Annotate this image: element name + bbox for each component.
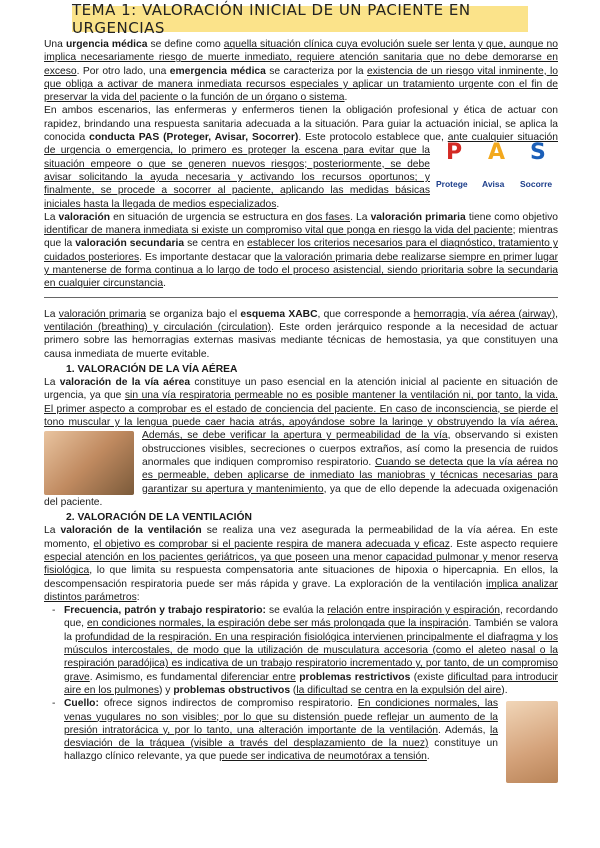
document-body (44, 38, 558, 783)
pas-logo (436, 140, 558, 194)
list-item-respiratory-rate: - Frecuencia, patrón y trabajo respiratorio: se evalúa la relación entre inspiración y espiración, recordando que, en condiciones normales, la espiración debe ser más prolongada que la inspiración. También se valora la profundidad de la respiración. En una respiración fisiológica intervienen principalmente el diafragma y los músculos intercostales, de modo que la utilización de musculatura accesoria (como el aleteo nasal o la respiración paradójica) es indicativa de un trabajo respiratorio incrementado y, por tanto, de un compromiso grave. Asimismo, es fundamental diferenciar entre problemas restrictivos (existe dificultad para introducir aire en los pulmones) y problemas obstructivos (la dificultad se centra en la expulsión del aire). (64, 604, 558, 697)
neck-image (506, 701, 558, 783)
pas-letter-p: P (446, 140, 463, 166)
pas-letter-s: S (530, 140, 546, 166)
ventilation-parameters-list (44, 604, 558, 764)
pas-letter-a: A (488, 140, 506, 166)
paragraph-airway: La valoración de la vía aérea constituye un paso esencial en la atención inicial al paciente en situación de urgencia, ya que sin una vía respiratoria permeable no es posible mantener la ventilación ni, por tanto, la vida. El primer aspecto a comprobar es el estado de conciencia del paciente. En caso de inconsciencia, se pierde el tono muscular y la lengua puede caer hacia atrás, apoyándose sobre la laringe y obstruyendo la vía aérea. Además, se debe verificar la apertura y permeabilidad de la vía , observando si existen obstrucciones visibles, secreciones o cuerpos extraños, así como la presencia de ruidos anormales que indiquen compromiso respiratorio. Cuando se detecta que la vía aérea no es permeable, deben aplicarse de inmediato las maniobras y técnicas necesarias para garantizar su apertura y mantenimiento, ya que de ello depende la adecuada oxigenación del paciente. (44, 377, 559, 508)
title-banner (72, 1, 528, 37)
pas-caption-socorre: Socorre (520, 179, 553, 190)
paragraph-urgency-definition: Una urgencia médica se define como aquella situación clínica cuya evolución suele ser lenta y que, aunque no implica necesariamente riesgo de muerte inmediato, requiere atención sanitaria que no debe demorarse en exceso. Por otro lado, una emergencia médica se caracteriza por la existencia de un riesgo vital inminente, lo que obliga a activar de manera inmediata recursos especiales y aplicar un tratamiento urgente con el fin de preservar la vida del paciente o la función de un órgano o sistema. (44, 39, 558, 104)
list-item-neck: - Cuello: ofrece signos indirectos de compromiso respiratorio. En condiciones normales, las venas yugulares no son visibles; por lo que su distensión puede reflejar un aumento de la presión intratorácica y, por lo tanto, una alteración importante de la ventilación. Además, la desviación de la tráquea (visible a través del desplazamiento de la nuez) constituye un hallazgo clínico relevante, ya que puede ser indicativa de neumotórax a tensión. (64, 697, 558, 763)
pas-caption-protege: Protege (436, 179, 468, 190)
paragraph-xabc: La valoración primaria se organiza bajo el esquema XABC, que corresponde a hemorragia, vía aérea (airway), ventilación (breathing) y circulación (circulation). Este orden jerárquico responde a la necesidad de actuar primero sobre las hemorragias externas masivas mediante técnicas de hemostasia, ya que constituyen una causa inmediata de muerte evitable. (44, 308, 558, 360)
section-divider (44, 297, 558, 298)
paragraph-pas-conduct: En ambos escenarios, las enfermeras y enfermeros tienen la obligación profesional y ética de actuar con rapidez, brindando una respuesta sanitaria adecuada a la situación. Para guiar la actuación inicial, se aplica la conocida conducta PAS (Proteger, Avisar, Socorrer). Este protocolo establece que, P A S Protege Avisa Socorre ante cualquier situación de urgencia o emergencia, lo primero es proteger la escena para evitar que la situación empeore o que se generen nuevos riesgos; posteriormente, se debe avisar solicitando la ayuda necesaria y activando los recursos oportunos; y finalmente, se procede a socorrer al paciente, aplicando las medidas básicas iniciales hasta la llegada de medios especializados. (44, 105, 558, 210)
airway-maneuver-image (44, 431, 134, 495)
heading-ventilation: 2. VALORACIÓN DE LA VENTILACIÓN (66, 512, 252, 524)
paragraph-ventilation: La valoración de la ventilación se realiza una vez asegurada la permeabilidad de la vía aérea. En este momento, el objetivo es comprobar si el paciente respira de manera adecuada y eficaz. Este aspecto requiere especial atención en los pacientes geriátricos, ya que poseen una menor capacidad pulmonar y menor reserva fisiológica, lo que limita su respuesta compensatoria ante situaciones de hipoxia o hipercapnia. En ellos, la descompensación respiratoria puede ser más rápida y grave. La exploración de la ventilación implica analizar distintos parámetros: (44, 525, 559, 603)
page-title: TEMA 1: VALORACIÓN INICIAL DE UN PACIENTE EN URGENCIAS (72, 1, 471, 37)
paragraph-assessment-phases: La valoración en situación de urgencia se estructura en dos fases. La valoración primaria tiene como objetivo identificar de manera inmediata si existe un compromiso vital que ponga en riesgo la vida del paciente; mientras que la valoración secundaria se centra en establecer los criterios necesarios para el diagnóstico, tratamiento y cuidados posteriores. Es importante destacar que la valoración primaria debe realizarse siempre en primer lugar y mantenerse de forma continua a lo largo de todo el proceso asistencial, siendo prioritaria sobre la secundaria en cualquier circunstancia. (44, 211, 558, 290)
pas-caption-avisa: Avisa (482, 179, 505, 190)
heading-airway: 1. VALORACIÓN DE LA VÍA AÉREA (66, 363, 238, 375)
